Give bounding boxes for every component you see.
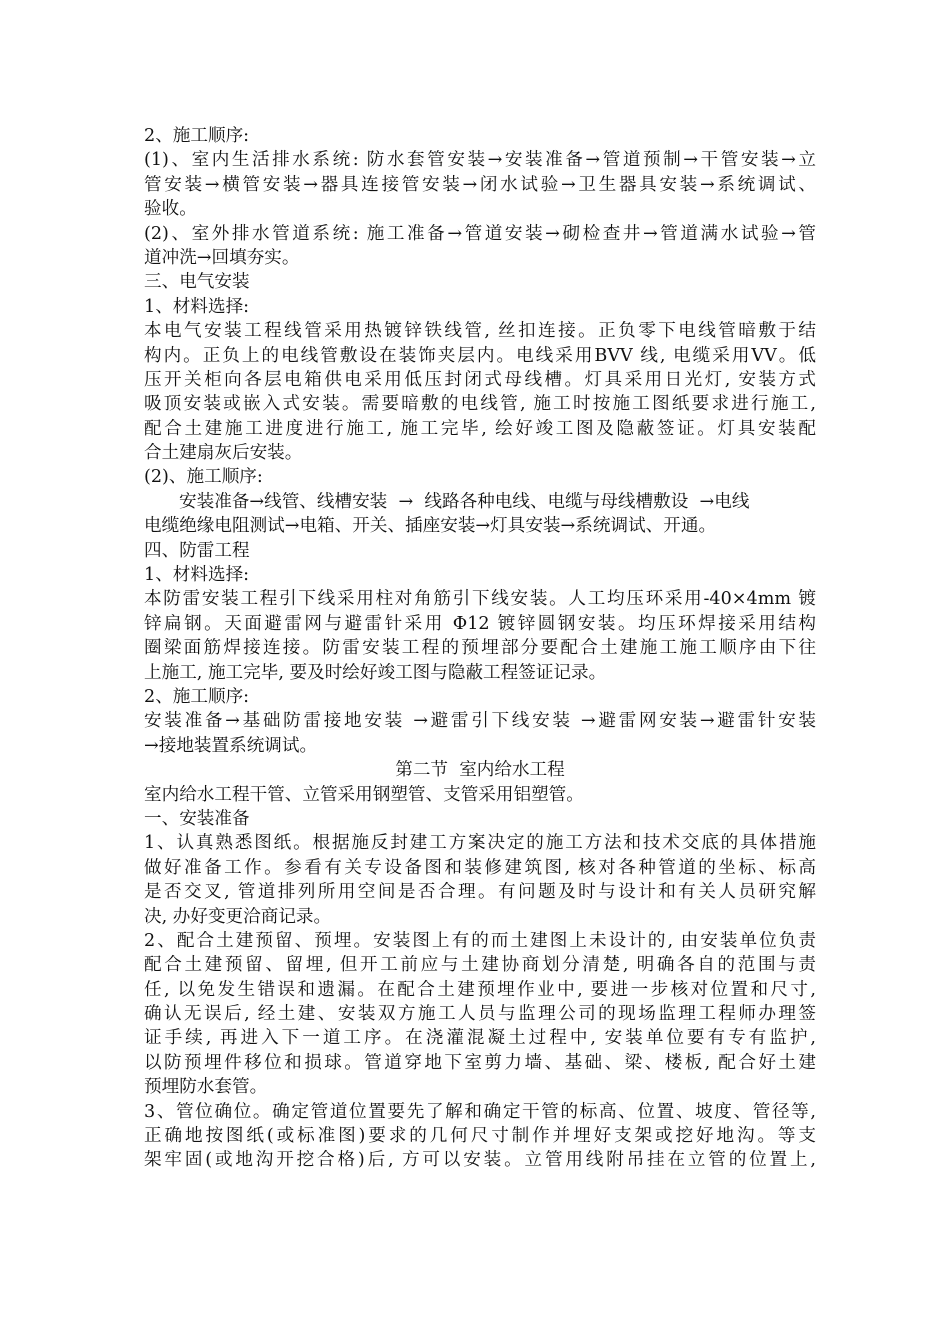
text-line: 一、安装准备: [144, 808, 250, 829]
text-line: (2)、施工顺序:: [144, 467, 263, 488]
text-line: 安装准备→线管、线槽安装 → 线路各种电线、电缆与母线槽敷设 →电线: [179, 491, 750, 512]
text-line: 锌扁钢。天面避雷网与避雷针采用 Φ12 镀锌圆钢安装。均压环焊接采用结构: [144, 613, 816, 634]
text-line: 做好准备工作。参看有关专设备图和装修建筑图, 核对各种管道的坐标、标高: [144, 857, 816, 878]
text-line: 配合土建施工进度进行施工, 施工完毕, 绘好竣工图及隐蔽签证。灯具安装配: [144, 418, 816, 439]
text-line: 以防预埋件移位和损球。管道穿地下室剪力墙、基础、梁、楼板, 配合好土建: [144, 1052, 816, 1073]
text-line: 是否交叉, 管道排列所用空间是否合理。有问题及时与设计和有关人员研究解: [144, 882, 816, 903]
text-line: →接地装置系统调试。: [144, 735, 318, 756]
text-line: 确认无误后, 经土建、安装双方施工人员与监理公司的现场监理工程师办理签: [144, 1004, 816, 1025]
text-line: 室内给水工程干管、立管采用钢塑管、支管采用铝塑管。: [144, 784, 584, 805]
text-line: (2)、室外排水管道系统: 施工准备→管道安装→砌检查井→管道满水试验→管: [144, 223, 816, 244]
text-line: 配合土建预留、留埋, 但开工前应与土建协商划分清楚, 明确各自的范围与责: [144, 955, 816, 976]
text-line: 证手续, 再进入下一道工序。在浇灌混凝土过程中, 安装单位要有专有监护,: [144, 1028, 816, 1049]
text-line: 管安装→横管安装→器具连接管安装→闭水试验→卫生器具安装→系统调试、: [144, 174, 816, 195]
text-line: 圈梁面筋焊接连接。防雷安装工程的预埋部分要配合土建施工施工顺序由下往: [144, 638, 816, 659]
text-line: 3、管位确位。确定管道位置要先了解和确定干管的标高、位置、坡度、管径等,: [144, 1101, 816, 1122]
text-line: 构内。正负上的电线管敷设在装饰夹层内。电线采用BVV 线, 电缆采用VV。低: [144, 345, 816, 366]
section-heading: 第二节 室内给水工程: [395, 760, 565, 781]
text-line: 四、防雷工程: [144, 540, 250, 561]
text-line: 吸顶安装或嵌入式安装。需要暗敷的电线管, 施工时按施工图纸要求进行施工,: [144, 394, 816, 415]
text-line: 1、材料选择:: [144, 565, 250, 586]
text-line: 预埋防水套管。: [144, 1077, 268, 1098]
text-line: 验收。: [144, 199, 197, 220]
text-line: 2、施工顺序:: [144, 686, 250, 707]
text-line: 1、认真熟悉图纸。根据施反封建工方案决定的施工方法和技术交底的具体措施: [144, 833, 816, 854]
text-line: 本防雷安装工程引下线采用柱对角筋引下线安装。人工均压环采用-40×4mm 镀: [144, 589, 816, 610]
text-line: 安装准备→基础防雷接地安装 →避雷引下线安装 →避雷网安装→避雷针安装: [144, 711, 816, 732]
document-body: [144, 124, 816, 1173]
text-line: (1)、室内生活排水系统: 防水套管安装→安装准备→管道预制→干管安装→立: [144, 150, 816, 171]
text-line: 任, 以免发生错误和遗漏。在配合土建预埋作业中, 要进一步核对位置和尺寸,: [144, 979, 816, 1000]
text-line: 压开关柜向各层电箱供电采用低压封闭式母线槽。灯具采用日光灯, 安装方式: [144, 369, 816, 390]
text-line: 正确地按图纸(或标准图)要求的几何尺寸制作并埋好支架或挖好地沟。等支: [144, 1126, 816, 1147]
text-line: 2、配合土建预留、预埋。安装图上有的而土建图上未设计的, 由安装单位负责: [144, 930, 816, 951]
text-line: 道冲洗→回填夯实。: [144, 247, 300, 268]
text-line: 电缆绝缘电阻测试→电箱、开关、插座安装→灯具安装→系统调试、开通。: [144, 516, 717, 537]
text-line: 本电气安装工程线管采用热镀锌铁线管, 丝扣连接。正负零下电线管暗敷于结: [144, 321, 816, 342]
text-line: 2、施工顺序:: [144, 126, 250, 146]
text-line: 架牢固(或地沟开挖合格)后, 方可以安装。立管用线附吊挂在立管的位置上,: [144, 1150, 816, 1171]
text-line: 决, 办好变更洽商记录。: [144, 906, 332, 927]
text-line: 上施工, 施工完毕, 要及时绘好竣工图与隐蔽工程签证记录。: [144, 662, 607, 683]
text-line: 合土建扇灰后安装。: [144, 443, 303, 464]
text-line: 三、电气安装: [144, 272, 250, 293]
text-line: 1、材料选择:: [144, 296, 250, 317]
